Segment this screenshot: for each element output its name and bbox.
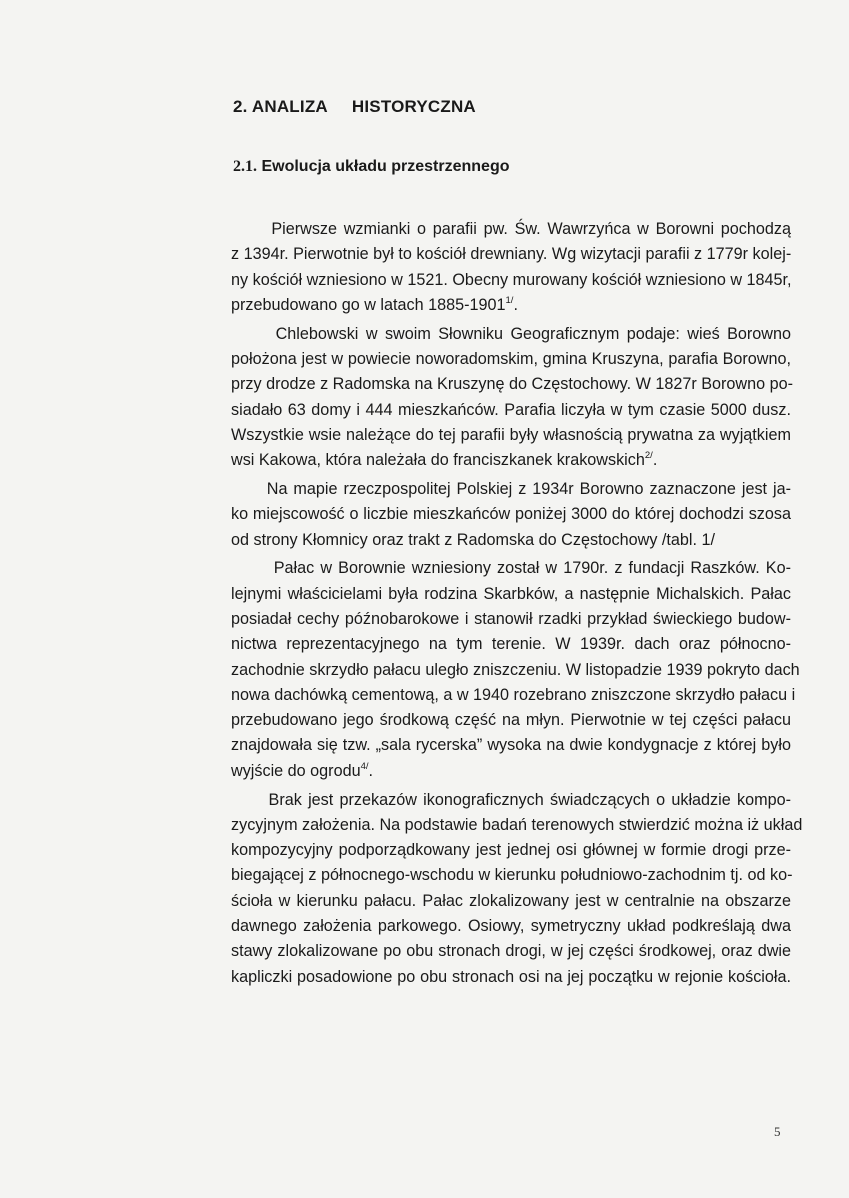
text-line: Wszystkie wsie należące do tej parafii były własnością prywatna za wyjątkiem bbox=[231, 425, 791, 444]
footnote-tail: . bbox=[513, 295, 518, 314]
text-line: Brak jest przekazów ikonograficznych świadczących o układzie kompo- bbox=[231, 790, 791, 809]
section-heading bbox=[233, 97, 476, 117]
page-number: 5 bbox=[774, 1124, 781, 1139]
text-line: Pierwsze wzmianki o parafii pw. Św. Wawrzyńca w Borowni pochodzą bbox=[231, 220, 791, 238]
section-title-word-2: HISTORYCZNA bbox=[351, 97, 476, 116]
text-line: położona jest w powiecie noworadomskim, gmina Kruszyna, parafia Borowno, bbox=[231, 349, 791, 368]
subsection-number: 2.1. bbox=[233, 158, 257, 175]
text-line: nowa dachówką cementową, a w 1940 rozebrano zniszczone skrzydło pałacu i bbox=[231, 685, 796, 704]
text-line: wsi Kakowa, która należała do franciszkanek krakowskich bbox=[231, 451, 645, 470]
text-line: siadało 63 domy i 444 mieszkańców. Parafia liczyła w tym czasie 5000 dusz. bbox=[231, 400, 791, 419]
section-title-word-1: ANALIZA bbox=[251, 97, 328, 116]
subsection-title: Ewolucja układu przestrzennego bbox=[261, 158, 510, 175]
text-line: wyjście do ogrodu bbox=[231, 761, 361, 780]
text-line: przebudowano go w latach 1885-1901 bbox=[231, 295, 506, 314]
paragraph bbox=[231, 322, 794, 474]
footnote-reference: 1/ bbox=[505, 294, 514, 306]
paragraph bbox=[231, 556, 800, 784]
footnote-tail: . bbox=[652, 451, 658, 470]
footnote-reference: 2/ bbox=[644, 450, 653, 462]
text-line: przebudowano jego środkową część na młyn. Pierwotnie w tej części pałacu bbox=[231, 711, 791, 730]
paragraph bbox=[231, 788, 803, 990]
body-text bbox=[231, 217, 803, 990]
text-line: kapliczki posadowione po obu stronach osi na jej początku w rejonie kościoła. bbox=[231, 967, 791, 986]
text-line: ko miejscowość o liczbie mieszkańców poniżej 3000 do której dochodzi szosa bbox=[231, 505, 791, 524]
text-line: stawy zlokalizowane po obu stronach drogi, w jej części środkowej, oraz dwie bbox=[231, 942, 791, 961]
text-line: Na mapie rzeczpospolitej Polskiej z 1934r Borowno zaznaczone jest ja- bbox=[231, 479, 791, 498]
footnote-tail: . bbox=[368, 761, 374, 780]
text-line: przy drodze z Radomska na Kruszynę do Częstochowy. W 1827r Borowno po- bbox=[231, 375, 794, 394]
paragraph bbox=[231, 477, 791, 553]
text-line: znajdowała się tzw. „sala rycerska” wysoka na dwie kondygnacje z której było bbox=[231, 736, 791, 755]
text-line: nictwa reprezentacyjnego na tym terenie. W 1939r. dach oraz północno- bbox=[231, 635, 791, 654]
text-line: biegającej z północnego-wschodu w kierunku południowo-zachodnim tj. od ko- bbox=[231, 866, 793, 885]
text-line: dawnego założenia parkowego. Osiowy, symetryczny układ podkreślają dwa bbox=[231, 917, 791, 936]
paragraph bbox=[231, 217, 791, 318]
text-line: posiadał cechy późnobarokowe i stanowił rzadki przykład świeckiego budow- bbox=[231, 609, 791, 628]
text-line: od strony Kłomnicy oraz trakt z Radomska do Częstochowy /tabl. 1/ bbox=[231, 530, 716, 549]
section-number: 2. bbox=[233, 97, 248, 116]
subsection-heading bbox=[233, 158, 510, 176]
text-line: Pałac w Borownie wzniesiony został w 1790r. z fundacji Raszków. Ko- bbox=[231, 559, 791, 578]
footnote-reference: 4/ bbox=[360, 760, 369, 772]
text-line: z 1394r. Pierwotnie był to kościół drewniany. Wg wizytacji parafii z 1779r kolej- bbox=[231, 245, 792, 264]
text-line: Chlebowski w swoim Słowniku Geograficznym podaje: wieś Borowno bbox=[231, 324, 791, 343]
text-line: lejnymi właścicielami była rodzina Skarbków, a następnie Michalskich. Pałac bbox=[231, 584, 791, 603]
text-line: ny kościół wzniesiono w 1521. Obecny murowany kościół wzniesiono w 1845r, bbox=[231, 270, 792, 289]
text-line: kompozycyjny podporządkowany jest jednej osi głównej w formie drogi prze- bbox=[231, 841, 791, 860]
text-line: zachodnie skrzydło pałacu uległo zniszczeniu. W listopadzie 1939 pokryto dach bbox=[231, 660, 800, 679]
text-line: ścioła w kierunku pałacu. Pałac zlokalizowany jest w centralnie na obszarze bbox=[231, 891, 791, 910]
text-line: zycyjnym założenia. Na podstawie badań terenowych stwierdzić można iż układ bbox=[231, 815, 803, 834]
